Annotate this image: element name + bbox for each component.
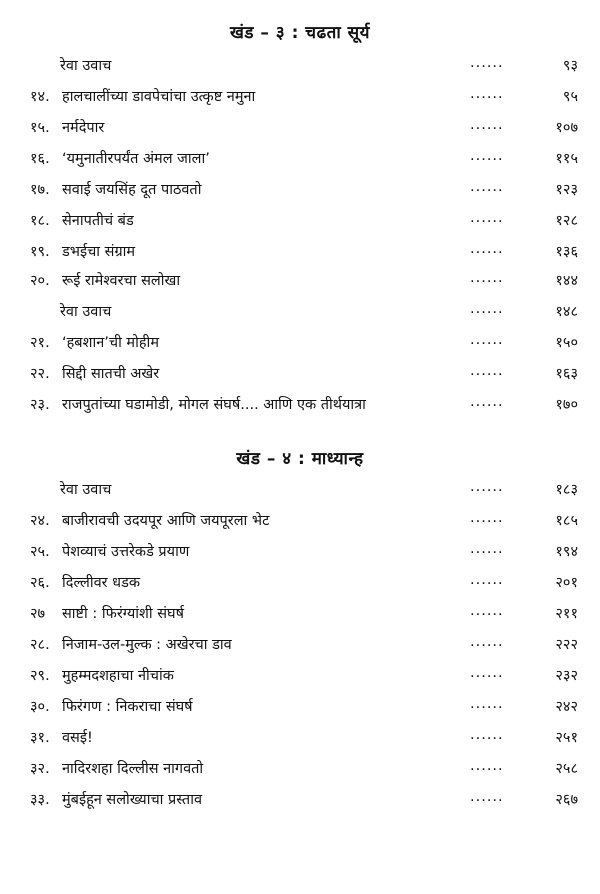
- entry-title: रेवा उवाच: [60, 58, 112, 74]
- section-title-4: खंड – ४ : माध्यान्ह: [236, 449, 364, 469]
- entry-page-number: १५०: [555, 335, 578, 351]
- entry-title: मुहम्मदशहाचा नीचांक: [62, 668, 174, 684]
- leader-dots: ......: [470, 86, 504, 102]
- entry-page-number: २५८: [555, 761, 578, 777]
- entry-number: ३०.: [30, 699, 50, 715]
- leader-dots: ......: [470, 55, 504, 71]
- leader-dots: ......: [470, 332, 504, 348]
- leader-dots: ......: [470, 241, 504, 257]
- entry-number: २९.: [30, 668, 50, 684]
- toc-entry: [0, 789, 600, 817]
- leader-dots: ......: [470, 301, 504, 317]
- entry-title: निजाम-उल-मुल्क : अखेरचा डाव: [62, 637, 232, 653]
- entry-title: फिरंगण : निकराचा संघर्ष: [62, 699, 193, 715]
- entry-title: ‘हबशान’ची मोहीम: [62, 335, 159, 351]
- leader-dots: ......: [470, 148, 504, 164]
- entry-page-number: २३२: [555, 668, 578, 684]
- toc-entry: [0, 541, 600, 569]
- leader-dots: ......: [470, 363, 504, 379]
- entry-number: २५.: [30, 544, 50, 560]
- entry-page-number: १०७: [555, 120, 578, 136]
- entry-page-number: २६७: [555, 792, 578, 808]
- leader-dots: ......: [470, 727, 504, 743]
- entry-page-number: ९५: [562, 89, 578, 105]
- leader-dots: ......: [470, 541, 504, 557]
- leader-dots: ......: [470, 665, 504, 681]
- section-title-3: खंड – ३ : चढता सूर्य: [229, 23, 371, 43]
- toc-entry: [0, 179, 600, 207]
- entry-number: २७: [30, 606, 46, 622]
- entry-title: राजपुतांच्या घडामोडी, मोगल संघर्ष.... आणि एक तीर्थयात्रा: [62, 397, 366, 413]
- leader-dots: ......: [470, 479, 504, 495]
- toc-entry: [0, 696, 600, 724]
- entry-number: १८.: [30, 213, 50, 229]
- entry-title: सवाई जयसिंह दूत पाठवतो: [62, 182, 202, 198]
- leader-dots: ......: [470, 696, 504, 712]
- entry-page-number: १२८: [555, 213, 578, 229]
- entry-number: ३३.: [30, 792, 50, 808]
- entry-page-number: १८३: [555, 482, 578, 498]
- toc-entry: [0, 332, 600, 360]
- leader-dots: ......: [470, 572, 504, 588]
- entry-number: २८.: [30, 637, 50, 653]
- entry-title: हालचालींच्या डावपेचांचा उत्कृष्ट नमुना: [62, 89, 256, 105]
- entry-number: २६.: [30, 575, 50, 591]
- entry-number: १४.: [30, 89, 50, 105]
- entry-title: साष्टी : फिरंग्यांशी संघर्ष: [62, 606, 184, 622]
- entry-page-number: १९४: [555, 544, 578, 560]
- toc-entry: [0, 665, 600, 693]
- leader-dots: ......: [470, 510, 504, 526]
- toc-entry: [0, 394, 600, 422]
- entry-page-number: १८५: [555, 513, 578, 529]
- entry-number: ३२.: [30, 761, 50, 777]
- entry-page-number: १३६: [555, 244, 578, 260]
- leader-dots: ......: [470, 210, 504, 226]
- leader-dots: ......: [470, 117, 504, 133]
- toc-entry: [0, 758, 600, 786]
- entry-title: रेवा उवाच: [60, 482, 112, 498]
- entry-title: पेशव्याचं उत्तरेकडे प्रयाण: [62, 544, 190, 560]
- entry-number: १५.: [30, 120, 50, 136]
- leader-dots: ......: [470, 394, 504, 410]
- entry-page-number: २४२: [555, 699, 578, 715]
- entry-title: मुंबईहून सलोख्याचा प्रस्ताव: [62, 792, 203, 808]
- entry-title: डभईचा संग्राम: [62, 244, 136, 260]
- entry-title: रूई रामेश्वरचा सलोखा: [62, 273, 181, 289]
- toc-entry: [0, 634, 600, 662]
- entry-title: रेवा उवाच: [60, 304, 112, 320]
- toc-entry: [0, 210, 600, 238]
- toc-entry: [0, 86, 600, 114]
- entry-number: २१.: [30, 335, 50, 351]
- entry-title: दिल्लीवर धडक: [62, 575, 140, 591]
- entry-number: २०.: [30, 273, 50, 289]
- toc-entry: [0, 363, 600, 391]
- toc-entry: [0, 241, 600, 269]
- entry-title: नादिरशहा दिल्लीस नागवतो: [62, 761, 204, 777]
- entry-title: सेनापतीचं बंड: [62, 213, 134, 229]
- entry-page-number: १४८: [555, 304, 578, 320]
- leader-dots: ......: [470, 603, 504, 619]
- toc-entry: [0, 55, 600, 83]
- entry-page-number: ११५: [555, 151, 578, 167]
- entry-page-number: १६३: [555, 366, 578, 382]
- toc-entry: [0, 117, 600, 145]
- leader-dots: ......: [470, 758, 504, 774]
- toc-entry: [0, 603, 600, 631]
- entry-number: १९.: [30, 244, 50, 260]
- toc-entry: [0, 727, 600, 755]
- entry-title: नर्मदेपार: [62, 120, 105, 136]
- entry-page-number: २५१: [555, 730, 578, 746]
- entry-number: १६.: [30, 151, 50, 167]
- toc-entry: [0, 479, 600, 507]
- entry-title: सिद्दी सातची अखेर: [62, 366, 160, 382]
- toc-entry: [0, 510, 600, 538]
- entry-page-number: १४४: [555, 273, 578, 289]
- entry-number: २४.: [30, 513, 50, 529]
- leader-dots: ......: [470, 789, 504, 805]
- entry-number: १७.: [30, 182, 50, 198]
- leader-dots: ......: [470, 179, 504, 195]
- leader-dots: ......: [470, 634, 504, 650]
- toc-entry: [0, 572, 600, 600]
- entry-page-number: २०१: [555, 575, 578, 591]
- entry-page-number: १२३: [555, 182, 578, 198]
- entry-page-number: २११: [555, 606, 578, 622]
- leader-dots: ......: [470, 270, 504, 286]
- entry-number: २३.: [30, 397, 50, 413]
- entry-page-number: १७०: [555, 397, 578, 413]
- entry-title: बाजीरावची उदयपूर आणि जयपूरला भेट: [62, 513, 270, 529]
- entry-title: वसई!: [62, 730, 93, 746]
- toc-entry: [0, 301, 600, 329]
- entry-page-number: २२२: [555, 637, 578, 653]
- toc-entry: [0, 148, 600, 176]
- entry-title: ‘यमुनातीरपर्यंत अंमल जाला’: [62, 151, 210, 167]
- toc-entry: [0, 270, 600, 298]
- entry-number: ३१.: [30, 730, 50, 746]
- entry-number: २२.: [30, 366, 50, 382]
- entry-page-number: ९३: [562, 58, 578, 74]
